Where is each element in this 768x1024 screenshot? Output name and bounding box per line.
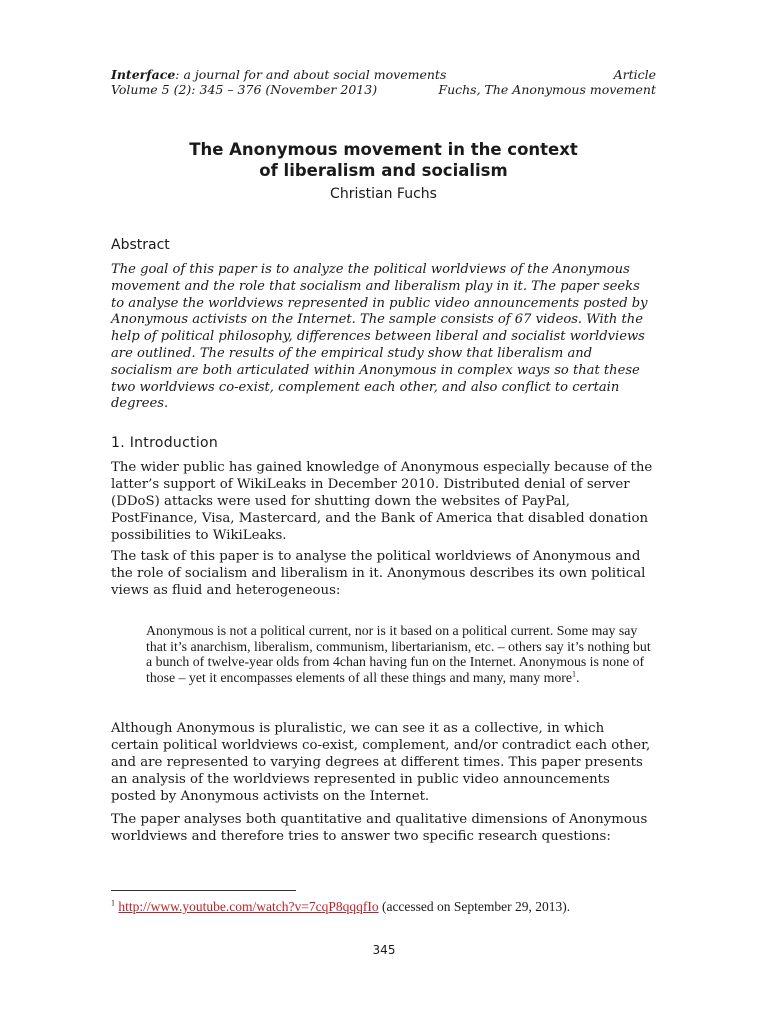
footnote-note: (accessed on September 29, 2013). — [378, 899, 571, 914]
footnote-number: 1 — [111, 898, 115, 908]
footnote-marker[interactable]: 1 — [571, 669, 576, 679]
footnote-link[interactable]: http://www.youtube.com/watch?v=7cqP8qqqfIo — [118, 899, 379, 914]
footnote-divider — [111, 890, 296, 891]
title-line-1: The Anonymous movement in the context — [189, 140, 578, 159]
running-header-line1 — [111, 67, 656, 82]
author-name: Christian Fuchs — [330, 186, 437, 202]
journal-tagline: : a journal for and about social movements — [175, 67, 447, 82]
intro-paragraph-1: The wider public has gained knowledge of Anonymous especially because of the latter’s support of WikiLeaks in December 2010. Distributed denial of server (DDoS) attacks were used for shutting down the websites of PayPal, PostFinance, Visa, Mastercard, and the Bank of America that disabled donation possibilities to WikiLeaks. — [111, 460, 653, 543]
intro-paragraph-4: The paper analyses both quantitative and qualitative dimensions of Anonymous worldviews and therefore tries to answer two specific research questions: — [111, 812, 648, 844]
abstract-heading: Abstract — [111, 237, 170, 253]
page-number: 345 — [372, 943, 396, 957]
running-head: Fuchs, The Anonymous movement — [438, 82, 656, 97]
journal-name: Interface — [111, 67, 176, 82]
section-heading-introduction: 1. Introduction — [111, 435, 219, 451]
title-line-2: of liberalism and socialism — [259, 161, 508, 180]
intro-paragraph-2: The task of this paper is to analyse the political worldviews of Anonymous and the role of socialism and liberalism in it. Anonymous describes its own political views as fluid and heterogeneous: — [111, 549, 646, 598]
footnote — [111, 899, 570, 915]
paper-title — [111, 139, 656, 181]
abstract-text: The goal of this paper is to analyze the political worldviews of the Anonymous movement and the role that socialism and liberalism play in it. The paper seeks to analyse the worldviews represented in public video announcements posted by Anonymous activists on the Internet. The sample consists of 67 videos. With the help of political philosophy, differences between liberal and socialist worldviews are outlined. The results of the empirical study show that liberalism and socialism are both articulated within Anonymous in complex ways so that these two worldviews co-exist, complement each other, and also conflict to certain degrees. — [111, 262, 648, 412]
volume-info: Volume 5 (2): 345 – 376 (November 2013) — [111, 82, 378, 97]
journal-citation — [111, 67, 446, 82]
article-type: Article — [613, 67, 656, 82]
quote-end: . — [575, 669, 580, 685]
running-header-line2 — [111, 82, 656, 97]
quote-text: Anonymous is not a political current, nor is it based on a political current. Some may say that it’s anarchism, liberalism, communism, libertarianism, etc. – others say it’s nothing but a bunch of twelve-year olds from 4chan having fun on the Internet. Anonymous is none of those – yet it encompasses elements of all these things and many, many more — [146, 623, 651, 685]
intro-paragraph-3: Although Anonymous is pluralistic, we can see it as a collective, in which certain political worldviews co-exist, complement, and/or contradict each other, and are represented to varying degrees at different times. This paper presents an analysis of the worldviews represented in public video announcements posted by Anonymous activists on the Internet. — [111, 721, 651, 804]
block-quote — [146, 623, 656, 685]
